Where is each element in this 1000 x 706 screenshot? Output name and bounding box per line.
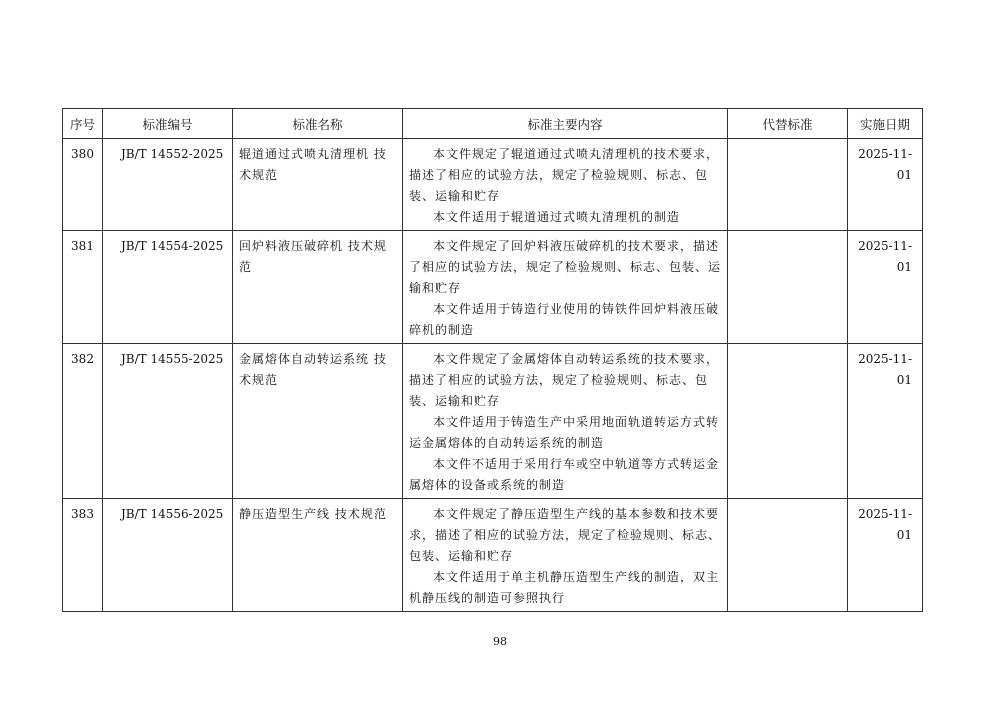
table-row	[63, 231, 923, 344]
row-date: 2025-11-01	[848, 139, 923, 231]
header-content: 标准主要内容	[403, 109, 728, 139]
header-row	[63, 109, 923, 139]
row-no: 380	[63, 139, 103, 231]
content-paragraph: 本文件适用于辊道通过式喷丸清理机的制造	[433, 210, 681, 224]
header-no: 序号	[63, 109, 103, 139]
content-paragraph: 本文件适用于铸造行业使用的铸铁件回炉料液压破碎机的制造	[409, 302, 720, 337]
content-paragraph: 本文件规定了静压造型生产线的基本参数和技术要求，描述了相应的试验方法，规定了检验规则、标志、包装、运输和贮存	[409, 507, 722, 563]
header-name: 标准名称	[233, 109, 403, 139]
table-row	[63, 139, 923, 231]
row-no: 383	[63, 499, 103, 612]
content-paragraph: 本文件不适用于采用行车或空中轨道等方式转运金属熔体的设备或系统的制造	[409, 457, 720, 492]
row-replace	[728, 139, 848, 231]
content-paragraph: 本文件规定了辊道通过式喷丸清理机的技术要求，描述了相应的试验方法，规定了检验规则、标志、包装、运输和贮存	[409, 147, 720, 203]
row-no: 382	[63, 344, 103, 499]
row-code: JB/T 14556-2025	[103, 499, 233, 612]
header-replace: 代替标准	[728, 109, 848, 139]
content-paragraph: 本文件适用于单主机静压造型生产线的制造，双主机静压线的制造可参照执行	[409, 570, 720, 605]
row-date: 2025-11-01	[848, 344, 923, 499]
row-no: 381	[63, 231, 103, 344]
row-content	[403, 231, 728, 344]
table-row	[63, 344, 923, 499]
row-date: 2025-11-01	[848, 231, 923, 344]
row-content	[403, 344, 728, 499]
row-name: 静压造型生产线 技术规范	[233, 499, 403, 612]
standards-table	[62, 108, 923, 612]
row-code: JB/T 14554-2025	[103, 231, 233, 344]
header-date: 实施日期	[848, 109, 923, 139]
content-paragraph: 本文件规定了金属熔体自动转运系统的技术要求，描述了相应的试验方法，规定了检验规则、标志、包装、运输和贮存	[409, 352, 720, 408]
row-code: JB/T 14555-2025	[103, 344, 233, 499]
row-name: 金属熔体自动转运系统 技术规范	[233, 344, 403, 499]
row-replace	[728, 231, 848, 344]
row-name: 辊道通过式喷丸清理机 技术规范	[233, 139, 403, 231]
page-number: 98	[493, 635, 507, 648]
content-paragraph: 本文件规定了回炉料液压破碎机的技术要求，描述了相应的试验方法，规定了检验规则、标志、包装、运输和贮存	[409, 239, 722, 295]
content-paragraph: 本文件适用于铸造生产中采用地面轨道转运方式转运金属熔体的自动转运系统的制造	[409, 415, 720, 450]
row-name: 回炉料液压破碎机 技术规范	[233, 231, 403, 344]
row-content	[403, 499, 728, 612]
row-content	[403, 139, 728, 231]
row-replace	[728, 499, 848, 612]
row-code: JB/T 14552-2025	[103, 139, 233, 231]
table-row	[63, 499, 923, 612]
row-replace	[728, 344, 848, 499]
header-code: 标准编号	[103, 109, 233, 139]
row-date: 2025-11-01	[848, 499, 923, 612]
